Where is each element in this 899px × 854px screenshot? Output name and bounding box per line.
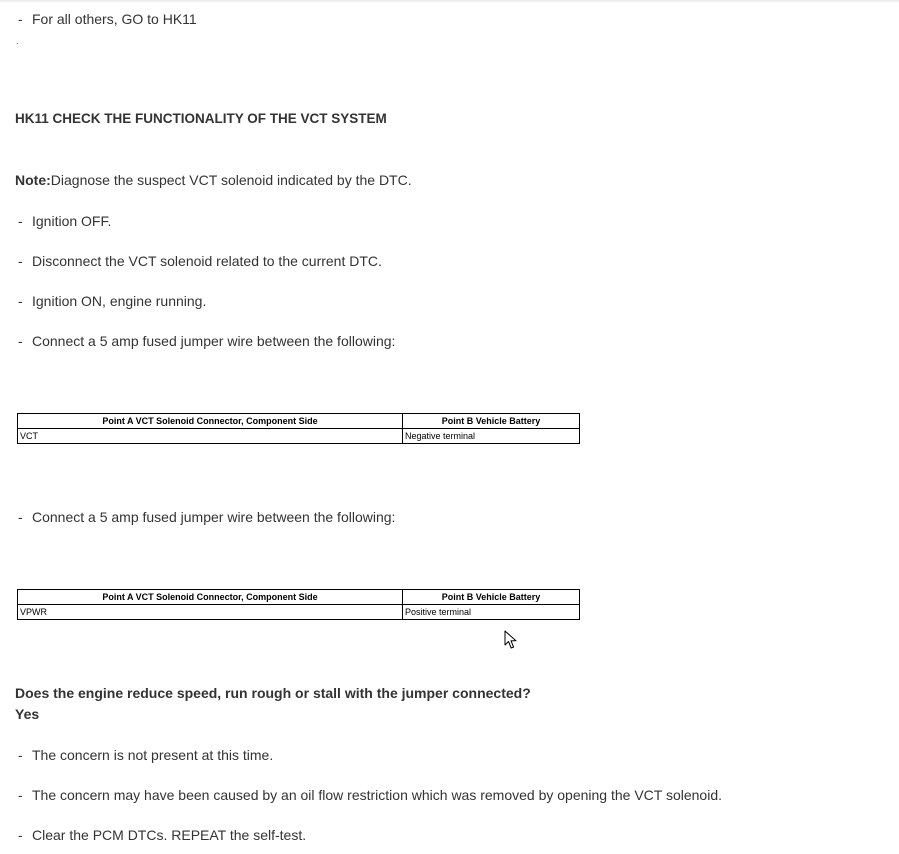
note [15,171,412,189]
table-header-point-b: Point B Vehicle Battery [403,590,580,605]
list-item: - Ignition OFF. [18,213,112,229]
table-header-row [18,414,580,429]
list-item: - Disconnect the VCT solenoid related to the current DTC. [18,253,382,269]
table-cell-point-b: Positive terminal [403,605,580,620]
list-item: - Connect a 5 amp fused jumper wire between the following: [18,333,396,349]
step-ignition-off: Ignition OFF. [32,213,112,229]
result-not-present: The concern is not present at this time. [32,747,274,763]
connection-table-vpwr [17,589,580,620]
table-cell-point-b: Negative terminal [403,429,580,444]
table-header-point-a: Point A VCT Solenoid Connector, Component Side [18,590,403,605]
table-row [18,605,580,620]
table-row [18,429,580,444]
question-text: Does the engine reduce speed, run rough or stall with the jumper connected? [15,685,531,701]
list-item: - For all others, GO to HK11 [18,11,197,27]
list-item: - Connect a 5 amp fused jumper wire between the following: [18,509,396,525]
result-clear-dtcs: Clear the PCM DTCs. REPEAT the self-test. [32,827,307,843]
step-ignition-on: Ignition ON, engine running. [32,293,207,309]
table-header-row [18,590,580,605]
result-oil-flow: The concern may have been caused by an oil flow restriction which was removed by opening the VCT solenoid. [32,787,723,803]
table-header-point-b: Point B Vehicle Battery [403,414,580,429]
top-shadow [0,0,899,3]
note-text: Diagnose the suspect VCT solenoid indicated by the DTC. [50,172,412,188]
connection-table-vct [17,413,580,444]
step-disconnect: Disconnect the VCT solenoid related to the current DTC. [32,253,382,269]
mouse-cursor-icon [504,630,518,650]
stray-dot: . [16,36,19,46]
list-item: - The concern may have been caused by an oil flow restriction which was removed by opening the VCT solenoid. [18,787,723,803]
table-cell-point-a: VCT [18,429,403,444]
table-cell-point-a: VPWR [18,605,403,620]
answer-yes: Yes [15,706,40,722]
note-label: Note: [15,172,51,188]
table-header-point-a: Point A VCT Solenoid Connector, Component Side [18,414,403,429]
list-item: - The concern is not present at this time. [18,747,274,763]
step-connect-jumper: Connect a 5 amp fused jumper wire between the following: [32,333,396,349]
goto-hk11-text: For all others, GO to HK11 [32,11,197,27]
step-connect-jumper-2: Connect a 5 amp fused jumper wire between the following: [32,509,396,525]
list-item: - Clear the PCM DTCs. REPEAT the self-test. [18,827,307,843]
section-title: HK11 CHECK THE FUNCTIONALITY OF THE VCT SYSTEM [15,111,387,126]
list-item: - Ignition ON, engine running. [18,293,207,309]
